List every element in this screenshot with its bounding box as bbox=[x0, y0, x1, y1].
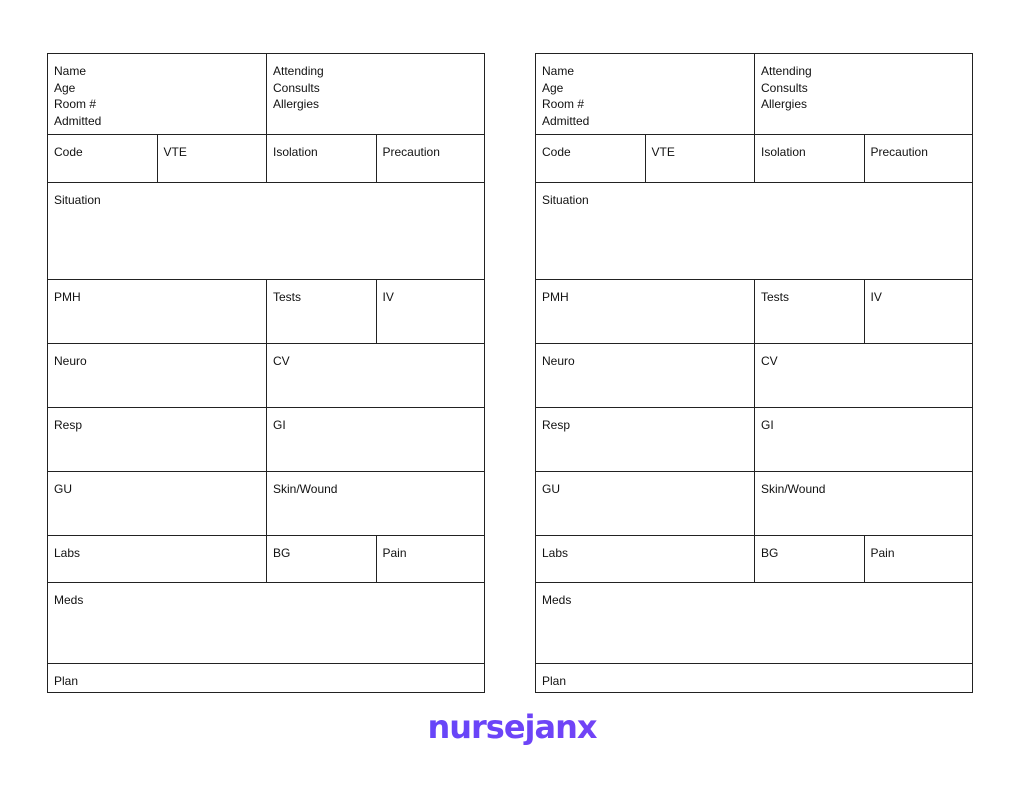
gu-skin-row bbox=[536, 472, 972, 536]
tests-label: Tests bbox=[761, 290, 790, 304]
attending-label: Attending bbox=[273, 64, 324, 78]
iv-label: IV bbox=[870, 290, 882, 304]
neuro-label: Neuro bbox=[542, 354, 575, 368]
patient-info-row bbox=[48, 54, 484, 135]
resp-gi-row bbox=[48, 408, 484, 472]
labs-label: Labs bbox=[542, 546, 569, 560]
admitted-label: Admitted bbox=[542, 113, 590, 128]
bg-label: BG bbox=[273, 546, 291, 560]
gi-label: GI bbox=[273, 418, 286, 432]
neuro-cell[interactable] bbox=[536, 344, 755, 407]
cv-label: CV bbox=[761, 354, 778, 368]
isolation-cell[interactable] bbox=[267, 135, 377, 182]
labs-cell[interactable] bbox=[536, 536, 755, 582]
allergies-label: Allergies bbox=[273, 97, 320, 111]
pmh-label: PMH bbox=[542, 290, 569, 304]
tests-cell[interactable] bbox=[755, 280, 865, 343]
resp-cell[interactable] bbox=[536, 408, 755, 471]
vte-cell[interactable] bbox=[646, 135, 756, 182]
code-label: Code bbox=[542, 145, 571, 159]
pain-cell[interactable] bbox=[865, 536, 973, 582]
pmh-cell[interactable] bbox=[536, 280, 755, 343]
vte-label: VTE bbox=[651, 145, 675, 159]
situation-label: Situation bbox=[54, 193, 101, 207]
precaution-cell[interactable] bbox=[865, 135, 973, 182]
precaution-label: Precaution bbox=[870, 145, 928, 159]
meds-cell[interactable] bbox=[48, 583, 484, 663]
pain-label: Pain bbox=[870, 546, 895, 560]
meds-row bbox=[48, 583, 484, 664]
skin-wound-cell[interactable] bbox=[267, 472, 484, 535]
care-team-cell[interactable] bbox=[267, 54, 484, 134]
tests-label: Tests bbox=[273, 290, 302, 304]
situation-row bbox=[48, 183, 484, 280]
room-label: Room # bbox=[54, 97, 97, 111]
report-sheet-right bbox=[535, 53, 973, 693]
situation-cell[interactable] bbox=[48, 183, 484, 279]
gu-skin-row bbox=[48, 472, 484, 536]
plan-row bbox=[48, 664, 484, 692]
precaution-cell[interactable] bbox=[377, 135, 485, 182]
age-label: Age bbox=[54, 80, 76, 95]
precaution-label: Precaution bbox=[382, 145, 440, 159]
gu-label: GU bbox=[542, 482, 560, 496]
bg-cell[interactable] bbox=[755, 536, 865, 582]
admitted-label: Admitted bbox=[54, 113, 102, 128]
meds-row bbox=[536, 583, 972, 664]
iv-label: IV bbox=[382, 290, 394, 304]
name-label: Name bbox=[542, 64, 575, 78]
gi-cell[interactable] bbox=[267, 408, 484, 471]
iv-cell[interactable] bbox=[377, 280, 485, 343]
name-label: Name bbox=[54, 64, 87, 78]
bg-label: BG bbox=[761, 546, 779, 560]
status-row bbox=[48, 135, 484, 183]
pmh-cell[interactable] bbox=[48, 280, 267, 343]
pain-label: Pain bbox=[382, 546, 407, 560]
gu-cell[interactable] bbox=[536, 472, 755, 535]
gu-label: GU bbox=[54, 482, 72, 496]
plan-cell[interactable] bbox=[536, 664, 972, 692]
report-sheet-left bbox=[47, 53, 485, 693]
plan-cell[interactable] bbox=[48, 664, 484, 692]
room-label: Room # bbox=[542, 97, 585, 111]
vte-cell[interactable] bbox=[158, 135, 268, 182]
situation-label: Situation bbox=[542, 193, 589, 207]
code-label: Code bbox=[54, 145, 83, 159]
resp-gi-row bbox=[536, 408, 972, 472]
isolation-label: Isolation bbox=[761, 145, 806, 159]
neuro-cell[interactable] bbox=[48, 344, 267, 407]
skin-wound-cell[interactable] bbox=[755, 472, 972, 535]
neuro-cv-row bbox=[536, 344, 972, 408]
plan-row bbox=[536, 664, 972, 692]
skin-wound-label: Skin/Wound bbox=[273, 482, 338, 496]
plan-label: Plan bbox=[542, 674, 567, 688]
consults-label: Consults bbox=[761, 80, 808, 95]
cv-label: CV bbox=[273, 354, 290, 368]
isolation-label: Isolation bbox=[273, 145, 318, 159]
labs-row bbox=[48, 536, 484, 583]
consults-label: Consults bbox=[273, 80, 320, 95]
history-row bbox=[536, 280, 972, 344]
code-cell[interactable] bbox=[48, 135, 158, 182]
vte-label: VTE bbox=[163, 145, 187, 159]
bg-cell[interactable] bbox=[267, 536, 377, 582]
care-team-cell[interactable] bbox=[755, 54, 972, 134]
labs-cell[interactable] bbox=[48, 536, 267, 582]
meds-label: Meds bbox=[54, 593, 84, 607]
plan-label: Plan bbox=[54, 674, 79, 688]
tests-cell[interactable] bbox=[267, 280, 377, 343]
age-label: Age bbox=[542, 80, 564, 95]
patient-identity-cell[interactable] bbox=[48, 54, 267, 134]
labs-label: Labs bbox=[54, 546, 81, 560]
nursejanx-logo: nursejanx bbox=[0, 708, 1024, 746]
patient-info-row bbox=[536, 54, 972, 135]
code-cell[interactable] bbox=[536, 135, 646, 182]
status-row bbox=[536, 135, 972, 183]
meds-cell[interactable] bbox=[536, 583, 972, 663]
gu-cell[interactable] bbox=[48, 472, 267, 535]
meds-label: Meds bbox=[542, 593, 572, 607]
patient-identity-cell[interactable] bbox=[536, 54, 755, 134]
labs-row bbox=[536, 536, 972, 583]
gi-label: GI bbox=[761, 418, 774, 432]
pain-cell[interactable] bbox=[377, 536, 485, 582]
neuro-label: Neuro bbox=[54, 354, 87, 368]
skin-wound-label: Skin/Wound bbox=[761, 482, 826, 496]
situation-cell[interactable] bbox=[536, 183, 972, 279]
resp-cell[interactable] bbox=[48, 408, 267, 471]
pmh-label: PMH bbox=[54, 290, 81, 304]
allergies-label: Allergies bbox=[761, 97, 808, 111]
neuro-cv-row bbox=[48, 344, 484, 408]
situation-row bbox=[536, 183, 972, 280]
resp-label: Resp bbox=[54, 418, 83, 432]
resp-label: Resp bbox=[542, 418, 571, 432]
history-row bbox=[48, 280, 484, 344]
iv-cell[interactable] bbox=[865, 280, 973, 343]
attending-label: Attending bbox=[761, 64, 812, 78]
cv-cell[interactable] bbox=[755, 344, 972, 407]
gi-cell[interactable] bbox=[755, 408, 972, 471]
cv-cell[interactable] bbox=[267, 344, 484, 407]
isolation-cell[interactable] bbox=[755, 135, 865, 182]
